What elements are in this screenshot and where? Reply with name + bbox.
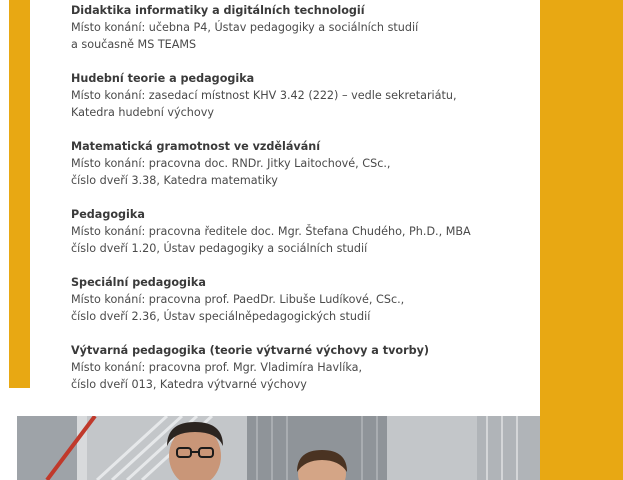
staff-photo-illustration — [17, 416, 540, 480]
entry-pedagogika — [71, 206, 531, 257]
entry-location-line: Místo konání: pracovna prof. Mgr. Vladimíra Havlíka, — [71, 361, 363, 374]
entry-location-line: Místo konání: pracovna doc. RNDr. Jitky Laitochové, CSc., — [71, 157, 391, 170]
entry-title: Speciální pedagogika — [71, 276, 206, 289]
entry-didaktika-informatiky — [71, 2, 531, 53]
entry-location-line: a současně MS TEAMS — [71, 38, 197, 51]
entry-title: Výtvarná pedagogika (teorie výtvarné výchovy a tvorby) — [71, 344, 429, 357]
accent-band-right — [540, 0, 623, 480]
entry-vytvarna-pedagogika — [71, 342, 531, 393]
entry-location-line: číslo dveří 2.36, Ústav speciálněpedagogických studií — [71, 310, 371, 323]
entry-location-line: Místo konání: zasedací místnost KHV 3.42 (222) – vedle sekretariátu, — [71, 89, 457, 102]
entry-location-line: číslo dveří 3.38, Katedra matematiky — [71, 174, 278, 187]
entry-location-line: Místo konání: pracovna ředitele doc. Mgr. Štefana Chudého, Ph.D., MBA — [71, 225, 471, 238]
entry-location-line: Místo konání: pracovna prof. PaedDr. Libuše Ludíkové, CSc., — [71, 293, 405, 306]
entry-title: Hudební teorie a pedagogika — [71, 72, 255, 85]
entry-title: Pedagogika — [71, 208, 145, 221]
entry-location-line: Místo konání: učebna P4, Ústav pedagogiky a sociálních studií — [71, 21, 419, 34]
entry-title: Didaktika informatiky a digitálních technologií — [71, 4, 365, 17]
staff-photo — [17, 416, 540, 480]
entry-location-line: číslo dveří 1.20, Ústav pedagogiky a sociálních studií — [71, 242, 368, 255]
entry-specialni-pedagogika — [71, 274, 531, 325]
entry-hudebni-teorie — [71, 70, 531, 121]
entry-title: Matematická gramotnost ve vzdělávání — [71, 140, 321, 153]
accent-band-left — [9, 0, 30, 388]
entry-location-line: číslo dveří 013, Katedra výtvarné výchovy — [71, 378, 307, 391]
entry-matematicka-gramotnost — [71, 138, 531, 189]
entry-location-line: Katedra hudební výchovy — [71, 106, 214, 119]
